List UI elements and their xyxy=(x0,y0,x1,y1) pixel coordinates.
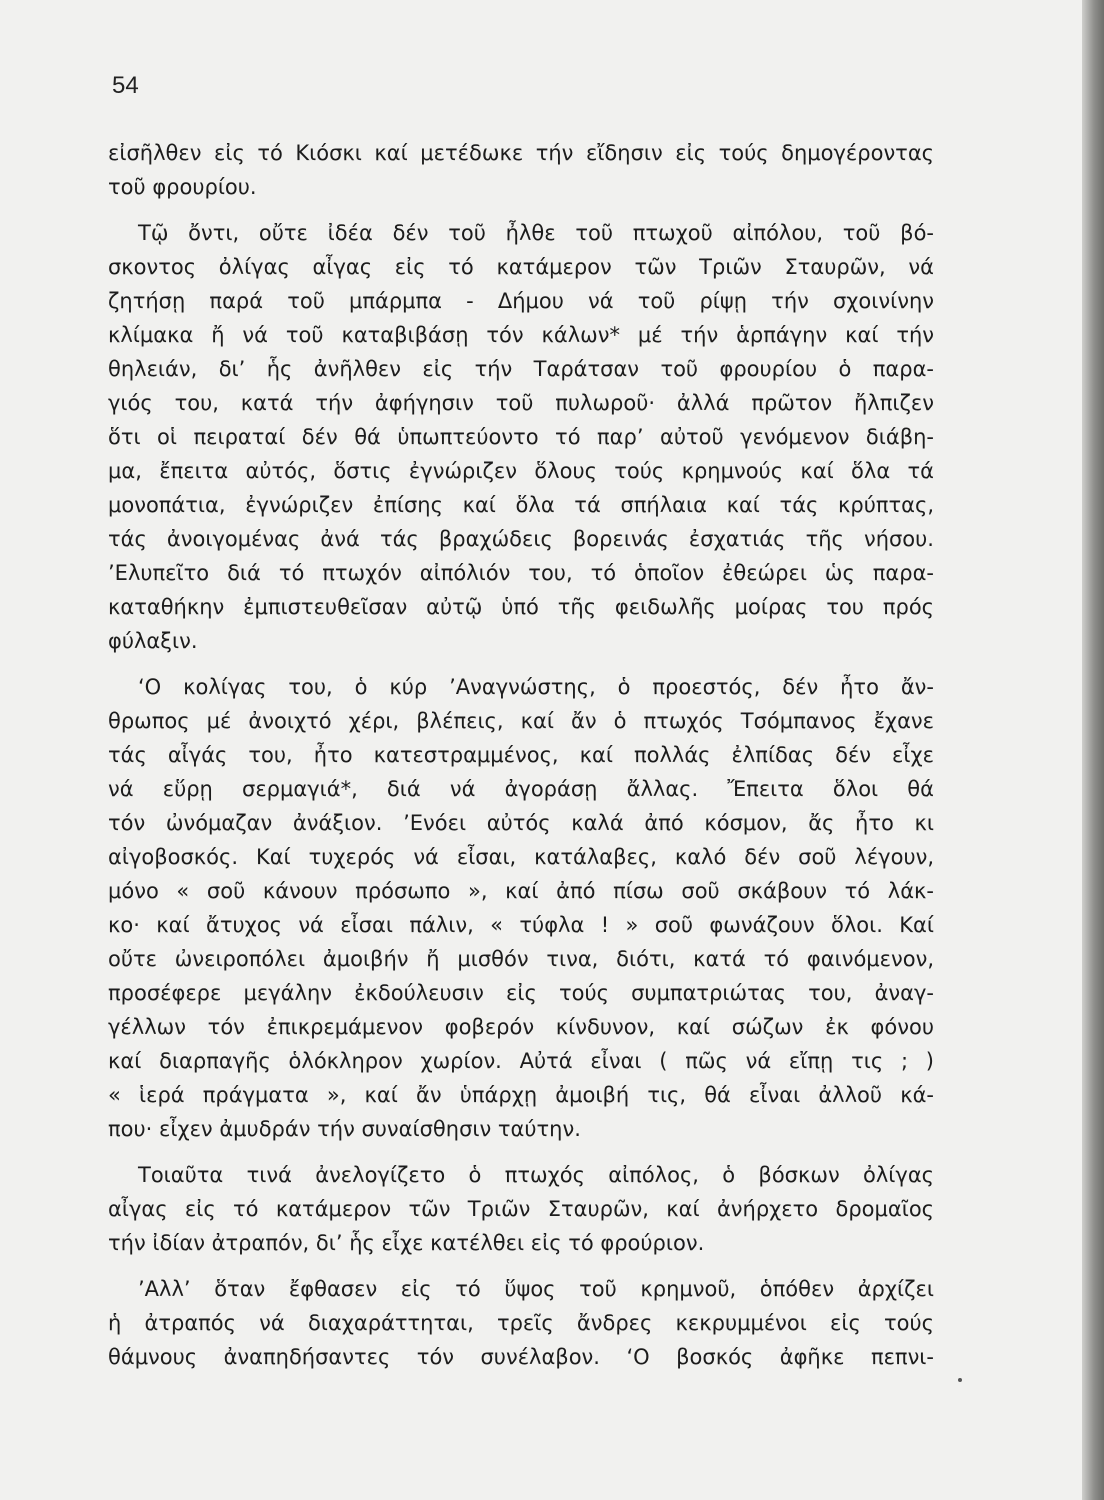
text-line: θηλειάν, δι’ ἧς ἀνῆλθεν εἰς τήν Ταράτσαν τοῦ φρουρίου ὁ παρα- xyxy=(108,357,934,381)
text-line: ὅτι οἱ πειραταί δέν θά ὑπωπτεύοντο τό παρ’ αὐτοῦ γενόμενον διάβη- xyxy=(108,425,934,449)
text-line: θρωπος μέ ἀνοιχτό χέρι, βλέπεις, καί ἄν ὁ πτωχός Τσόμπανος ἔχανε xyxy=(108,709,934,733)
text-line: Τοιαῦτα τινά ἀνελογίζετο ὁ πτωχός αἰπόλος, ὁ βόσκων ὀλίγας xyxy=(138,1163,934,1187)
text-line: ζητήσῃ παρά τοῦ μπάρμπα - Δήμου νά τοῦ ρίψῃ τήν σχοινίνην xyxy=(108,289,934,313)
text-line: θάμνους ἀναπηδήσαντες τόν συνέλαβον. ‘Ο βοσκός ἀφῆκε πεπνι- xyxy=(108,1345,934,1369)
text-line: μα, ἔπειτα αὐτός, ὅστις ἐγνώριζεν ὅλους τούς κρημνούς καί ὅλα τά xyxy=(108,459,934,483)
text-line: ἡ ἀτραπός νά διαχαράττηται, τρεῖς ἄνδρες κεκρυμμένοι εἰς τούς xyxy=(108,1311,934,1335)
text-line: προσέφερε μεγάλην ἐκδούλευσιν εἰς τούς συμπατριώτας του, ἀναγ- xyxy=(108,981,934,1005)
text-line: σκοντος ὀλίγας αἶγας εἰς τό κατάμερον τῶν Τριῶν Σταυρῶν, νά xyxy=(108,255,934,279)
text-line: μονοπάτια, ἐγνώριζεν ἐπίσης καί ὅλα τά σπήλαια καί τάς κρύπτας, xyxy=(108,493,934,517)
text-line: γιός του, κατά τήν ἀφήγησιν τοῦ πυλωροῦ· ἀλλά πρῶτον ἤλπιζεν xyxy=(108,391,934,415)
text-line: φύλαξιν. xyxy=(108,629,198,653)
text-line: τάς ἀνοιγομένας ἀνά τάς βραχώδεις βορεινάς ἐσχατιάς τῆς νήσου. xyxy=(108,527,934,551)
text-line: καί διαρπαγῆς ὁλόκληρον χωρίον. Αὐτά εἶναι ( πῶς νά εἴπῃ τις ; ) xyxy=(108,1049,934,1073)
print-speck xyxy=(958,1378,962,1382)
paragraph-3 xyxy=(108,670,934,1146)
text-line: αἰγοβοσκός. Καί τυχερός νά εἶσαι, κατάλαβες, καλό δέν σοῦ λέγουν, xyxy=(108,845,934,869)
text-line: τάς αἶγάς του, ἦτο κατεστραμμένος, καί πολλάς ἐλπίδας δέν εἶχε xyxy=(108,743,934,767)
body-text xyxy=(108,136,934,1386)
text-line: αἶγας εἰς τό κατάμερον τῶν Τριῶν Σταυρῶν, καί ἀνήρχετο δρομαῖος xyxy=(108,1197,934,1221)
text-line: μόνο « σοῦ κάνουν πρόσωπο », καί ἀπό πίσω σοῦ σκάβουν τό λάκ- xyxy=(108,879,934,903)
text-line: που· εἶχεν ἀμυδράν τήν συναίσθησιν ταύτην. xyxy=(108,1117,581,1141)
text-line: καταθήκην ἐμπιστευθεῖσαν αὐτῷ ὑπό τῆς φειδωλῆς μοίρας του πρός xyxy=(108,595,934,619)
paragraph-1 xyxy=(108,136,934,204)
page-edge-shadow xyxy=(1082,0,1104,1500)
text-line: « ἱερά πράγματα », καί ἄν ὑπάρχῃ ἀμοιβή τις, θά εἶναι ἀλλοῦ κά- xyxy=(108,1083,934,1107)
page-number: 54 xyxy=(112,72,139,99)
paragraph-5 xyxy=(108,1272,934,1374)
text-line: τόν ὠνόμαζαν ἀνάξιον. ’Ενόει αὐτός καλά ἀπό κόσμον, ἄς ἦτο κι xyxy=(108,811,934,835)
text-line: ‘Ο κολίγας του, ὁ κύρ ’Αναγνώστης, ὁ προεστός, δέν ἦτο ἄν- xyxy=(138,675,934,699)
paragraph-2 xyxy=(108,216,934,658)
paragraph-4 xyxy=(108,1158,934,1260)
text-line: ’Ελυπεῖτο διά τό πτωχόν αἰπόλιόν του, τό ὁποῖον ἐθεώρει ὡς παρα- xyxy=(108,561,934,585)
text-line: ’Αλλ’ ὅταν ἔφθασεν εἰς τό ὕψος τοῦ κρημνοῦ, ὁπόθεν ἀρχίζει xyxy=(138,1277,934,1301)
text-line: εἰσῆλθεν εἰς τό Κιόσκι καί μετέδωκε τήν εἴδησιν εἰς τούς δημογέροντας xyxy=(108,141,934,165)
text-line: Τῷ ὄντι, οὔτε ἰδέα δέν τοῦ ἦλθε τοῦ πτωχοῦ αἰπόλου, τοῦ βό- xyxy=(138,221,934,245)
text-line: οὔτε ὠνειροπόλει ἀμοιβήν ἤ μισθόν τινα, διότι, κατά τό φαινόμενον, xyxy=(108,947,934,971)
text-line: γέλλων τόν ἐπικρεμάμενον φοβερόν κίνδυνον, καί σώζων ἐκ φόνου xyxy=(108,1015,934,1039)
text-line: νά εὕρῃ σερμαγιά*, διά νά ἀγοράσῃ ἄλλας. Ἔπειτα ὅλοι θά xyxy=(108,777,934,801)
text-line: κο· καί ἄτυχος νά εἶσαι πάλιν, « τύφλα ! » σοῦ φωνάζουν ὅλοι. Καί xyxy=(108,913,934,937)
text-line: τοῦ φρουρίου. xyxy=(108,175,257,199)
text-line: κλίμακα ἤ νά τοῦ καταβιβάσῃ τόν κάλων* μέ τήν ἁρπάγην καί τήν xyxy=(108,323,934,347)
text-line: τήν ἰδίαν ἀτραπόν, δι’ ἧς εἶχε κατέλθει εἰς τό φρούριον. xyxy=(108,1231,705,1255)
